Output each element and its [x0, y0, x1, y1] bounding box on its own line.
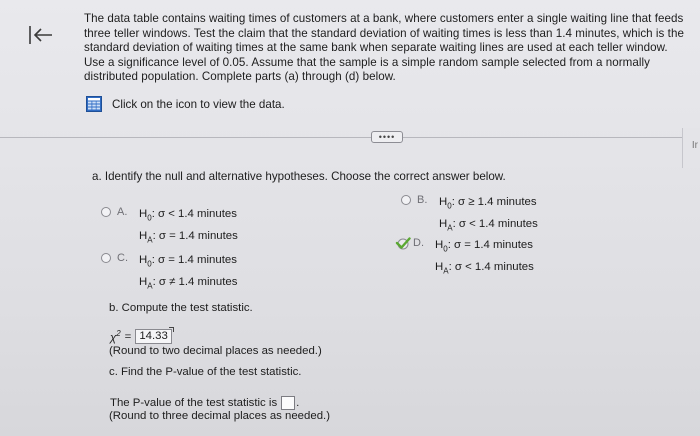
- chi-symbol: $\chi^2$: [110, 329, 121, 344]
- option-b-ha: $H_A$: σ < 1.4 minutes: [439, 218, 538, 233]
- view-data-link[interactable]: [86, 95, 285, 113]
- part-b-round-note: (Round to two decimal places as needed.): [109, 345, 322, 357]
- part-c-title: c. Find the P-value of the test statistic.: [109, 366, 302, 378]
- option-a[interactable]: [101, 205, 238, 250]
- data-table-icon[interactable]: [86, 96, 102, 112]
- option-c-letter: C.: [117, 252, 128, 264]
- option-a-ha: $H_A$: σ = 1.4 minutes: [139, 230, 238, 245]
- radio-option-a[interactable]: [101, 207, 111, 217]
- option-d-hypotheses: [435, 236, 534, 281]
- part-c-round-note: (Round to three decimal places as needed.): [109, 410, 330, 422]
- option-a-hypotheses: [139, 205, 238, 250]
- test-statistic-answer[interactable]: 14.33: [135, 329, 172, 344]
- option-b-letter: B.: [417, 194, 428, 206]
- option-b[interactable]: [401, 193, 538, 238]
- option-c-h0: $H_0$: σ = 1.4 minutes: [139, 254, 237, 269]
- part-b-title: b. Compute the test statistic.: [109, 302, 253, 314]
- test-statistic-line: [110, 329, 172, 344]
- option-d[interactable]: [395, 236, 534, 281]
- option-c[interactable]: [101, 251, 237, 296]
- p-value-line: [110, 396, 299, 410]
- question-text: The data table contains waiting times of customers at a bank, where customers enter a single waiting line that feeds three teller windows. Test the claim that the standard deviation of waiting times is less than 1.4 minutes, which is the standard deviation of waiting times at the same bank when separate waiting lines are used at each teller window. Use a significance level of 0.05. Assume that the sample is a simple random sample selected from a normally distributed population. Complete parts (a) through (d) below.: [84, 12, 684, 84]
- radio-option-c[interactable]: [101, 253, 111, 263]
- expand-button[interactable]: [371, 131, 403, 143]
- equals-sign: =: [124, 330, 132, 343]
- option-d-ha: $H_A$: σ < 1.4 minutes: [435, 261, 534, 276]
- back-arrow-icon[interactable]: [26, 22, 56, 52]
- p-value-period: .: [296, 397, 300, 409]
- option-c-hypotheses: [139, 251, 237, 296]
- option-d-letter: D.: [413, 237, 424, 249]
- side-panel-text: Ir: [691, 140, 698, 151]
- p-value-prompt: The P-value of the test statistic is: [110, 397, 278, 409]
- option-a-letter: A.: [117, 206, 128, 218]
- section-divider: [0, 137, 692, 138]
- check-icon: [395, 236, 411, 250]
- option-a-h0: $H_0$: σ < 1.4 minutes: [139, 208, 237, 223]
- answer-corner-mark: [169, 327, 174, 332]
- part-a-title: a. Identify the null and alternative hypotheses. Choose the correct answer below.: [92, 170, 506, 183]
- view-data-label[interactable]: Click on the icon to view the data.: [112, 97, 285, 111]
- expand-dots: ••••: [378, 132, 396, 142]
- p-value-input[interactable]: [281, 396, 295, 410]
- option-d-h0: $H_0$: σ = 1.4 minutes: [435, 239, 533, 254]
- option-b-h0: $H_0$: σ ≥ 1.4 minutes: [439, 196, 537, 211]
- option-b-hypotheses: [439, 193, 538, 238]
- option-c-ha: $H_A$: σ ≠ 1.4 minutes: [139, 276, 238, 291]
- radio-option-b[interactable]: [401, 195, 411, 205]
